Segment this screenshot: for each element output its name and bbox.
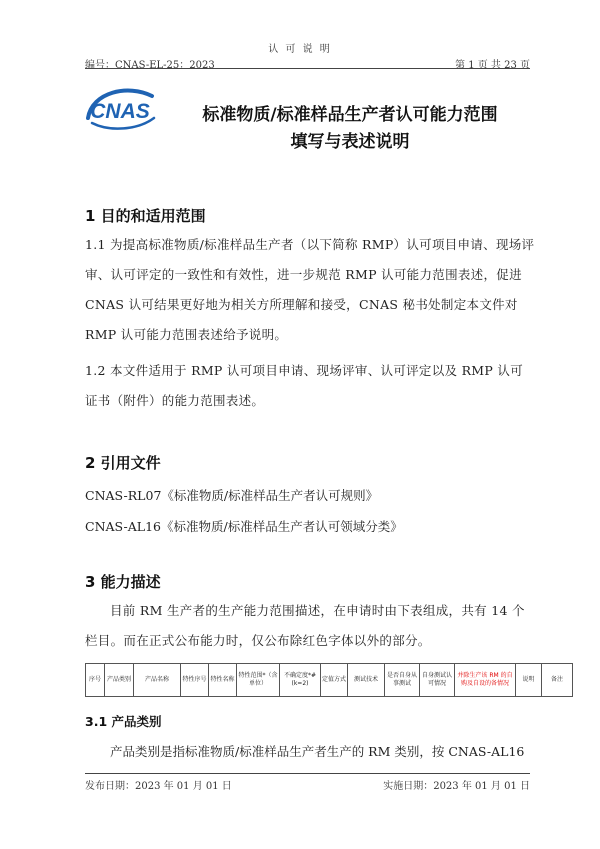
- footer-divider: [85, 773, 530, 774]
- table-column-header: 定值方式: [321, 664, 348, 697]
- table-column-header: 备注: [542, 664, 573, 697]
- logo-text: CNAS: [90, 100, 150, 123]
- capability-columns-table: [85, 663, 573, 697]
- cnas-logo-icon: [82, 82, 158, 134]
- section3-para: 目前 RM 生产者的生产能力范围描述，在申请时由下表组成，共有 14 个栏目。而在正式公布能力时，仅公布除红色字体以外的部分。: [85, 603, 525, 648]
- table-column-header: 自身测试认可情况: [420, 664, 455, 697]
- section2-heading: 2 引用文件: [85, 454, 161, 472]
- section3-1-para: 产品类别是指标准物质/标准样品生产者生产的 RM 类别，按 CNAS-AL16: [110, 744, 525, 759]
- section3-heading: 3 能力描述: [85, 573, 161, 591]
- table-column-header: 测试技术: [348, 664, 385, 697]
- table-column-header: 是否自身从事测试: [385, 664, 420, 697]
- publish-date: 发布日期：2023 年 01 月 01 日: [85, 781, 232, 792]
- table-column-header: 不确定度*#(k=2): [280, 664, 321, 697]
- table-column-header: 序号: [86, 664, 105, 697]
- table-column-header: 特性名称: [209, 664, 237, 697]
- table-header-row: [86, 664, 573, 697]
- page-title-line2: 填写与表述说明: [290, 132, 410, 152]
- table-column-header: 特性范围*（含单位）: [237, 664, 280, 697]
- document-number: 编号：CNAS-EL-25：2023: [85, 60, 215, 71]
- section3-1-heading: 3.1 产品类别: [85, 714, 162, 729]
- table-column-header: 并除生产该 RM 的自购及自设的备情况: [455, 664, 516, 697]
- table-column-header: 产品类别: [105, 664, 134, 697]
- section1-heading: 1 目的和适用范围: [85, 207, 206, 225]
- table-column-header: 产品名称: [134, 664, 181, 697]
- effective-date: 实施日期：2023 年 01 月 01 日: [383, 781, 530, 792]
- section1-para1: 1.1 为提高标准物质/标准样品生产者（以下简称 RMP）认可项目申请、现场评审、认可评定的一致性和有效性，进一步规范 RMP 认可能力范围表述，促进 CNAS 认可结果更好地为相关方所理解和接受，CNAS 秘书处制定本文件对 RMP 认可能力范围表述给予说明。: [85, 237, 535, 342]
- table-column-header: 说明: [516, 664, 542, 697]
- page-info: 第 1 页 共 23 页: [455, 60, 530, 71]
- header-divider: [85, 68, 530, 69]
- reference-2: CNAS-AL16《标准物质/标准样品生产者认可领域分类》: [85, 519, 403, 534]
- section1-para2: 1.2 本文件适用于 RMP 认可项目申请、现场评审、认可评定以及 RMP 认可证书（附件）的能力范围表述。: [85, 363, 523, 408]
- table-column-header: 特性序号: [181, 664, 209, 697]
- document-type: 认 可 说 明: [268, 44, 332, 55]
- page-title-line1: 标准物质/标准样品生产者认可能力范围: [202, 105, 498, 125]
- reference-1: CNAS-RL07《标准物质/标准样品生产者认可规则》: [85, 488, 379, 503]
